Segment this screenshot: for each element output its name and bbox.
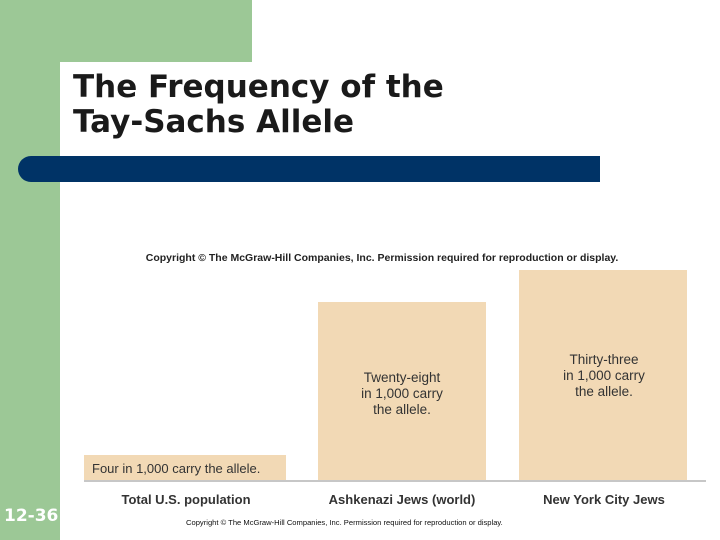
category-label-2: Ashkenazi Jews (world) bbox=[328, 492, 476, 507]
bar-2-label-line-1: Twenty-eight bbox=[363, 370, 441, 385]
bar-3-label-line-3: the allele. bbox=[575, 384, 633, 399]
footer-copyright: Copyright © The McGraw-Hill Companies, Inc. Permission required for reproduction or display. bbox=[186, 518, 503, 527]
bar-3-label-line-1: Thirty-three bbox=[569, 352, 639, 367]
slide-number: 12-36 bbox=[4, 506, 59, 526]
bar-1-label: Four in 1,000 carry the allele. bbox=[92, 461, 261, 476]
chart-copyright-caption: Copyright © The McGraw-Hill Companies, Inc. Permission required for reproduction or display. bbox=[145, 252, 619, 264]
category-label-1: Total U.S. population bbox=[121, 492, 251, 507]
slide-title-line-2: Tay-Sachs Allele bbox=[73, 104, 355, 140]
bar-2-label-line-2: in 1,000 carry bbox=[361, 386, 443, 401]
bar-2-label-line-3: the allele. bbox=[373, 402, 431, 417]
bar-3-label-line-2: in 1,000 carry bbox=[563, 368, 645, 383]
category-label-3: New York City Jews bbox=[543, 492, 665, 507]
slide-title-line-1: The Frequency of the bbox=[73, 69, 444, 105]
